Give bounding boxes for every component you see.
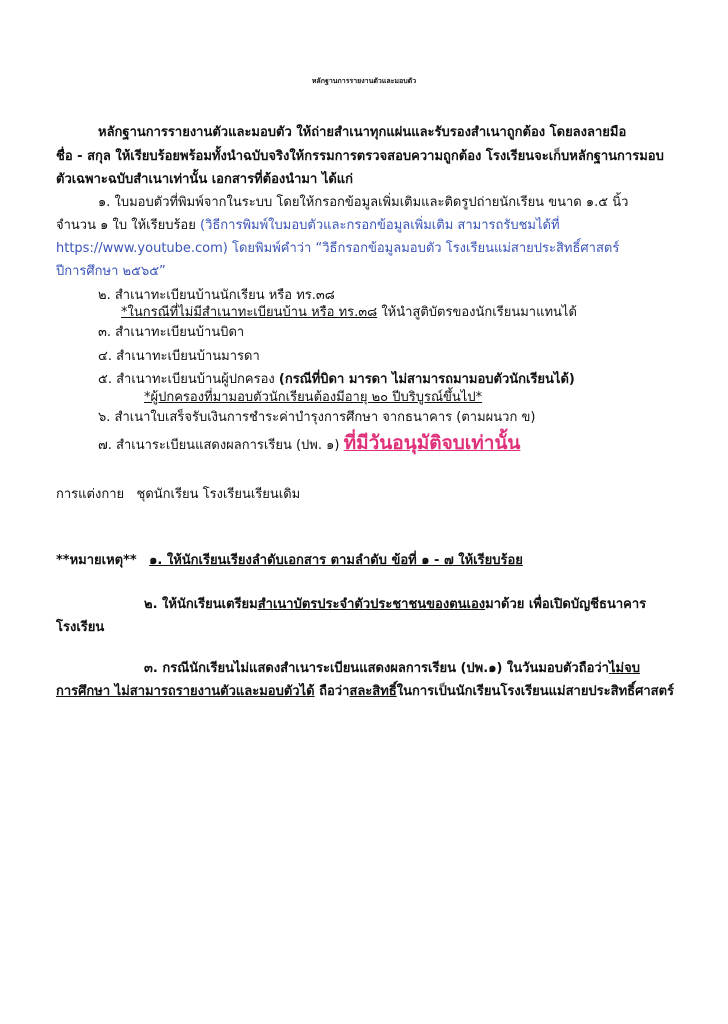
dress-label: การแต่งกาย [56, 487, 125, 502]
dress-code [56, 486, 300, 504]
remark-3-not-graduate: ไม่จบ [608, 661, 640, 676]
remark-3-cannot-report: การศึกษา ไม่สามารถรายงานตัวและมอบตัวได้ [56, 684, 315, 699]
item-2: ๒. สำเนาทะเบียนบ้านนักเรียน หรือ ทร.๓๘ [98, 288, 335, 303]
item-5-note: *ผู้ปกครองที่มามอบตัวนักเรียนต้องมีอายุ ๒๐ ปีบริบูรณ์ขึ้นไป* [144, 390, 483, 405]
item-1-youtube-link[interactable]: https://www.youtube.com) โดยพิมพ์คำว่า “วิธีกรอกข้อมูลมอบตัว โรงเรียนแม่สายประสิทธิ์ศาสตร์ [56, 241, 620, 256]
remark-2-a: ๒. ให้นักเรียนเตรียม [144, 597, 258, 612]
item-1-text: จำนวน ๑ ใบ ให้เรียบร้อย [56, 218, 196, 233]
remark-3 [144, 660, 640, 678]
item-5-condition: (กรณีที่บิดา มารดา ไม่สามารถมามอบตัวนักเรียนได้) [278, 372, 575, 387]
page-title: หลักฐานการรายงานตัวและมอบตัว [311, 77, 417, 85]
item-5-text: ๕. สำเนาทะเบียนบ้านผู้ปกครอง [98, 372, 275, 387]
item-7 [98, 434, 520, 455]
dress-value: ชุดนักเรียน โรงเรียนเรียนเดิม [136, 487, 301, 502]
item-2-note [121, 304, 577, 322]
remark-3-rest: ในการเป็นนักเรียนโรงเรียนแม่สายประสิทธิ์ศาสตร์ [396, 684, 674, 699]
remark-1: ๑. ให้นักเรียนเรียงลำดับเอกสาร ตามลำดับ ข้อที่ ๑ - ๗ ให้เรียบร้อย [149, 553, 523, 568]
item-7-highlight: ที่มีวันอนุมัติจบเท่านั้น [343, 432, 521, 454]
item-1-line-2 [56, 217, 560, 235]
item-3: ๓. สำเนาทะเบียนบ้านบิดา [98, 325, 245, 340]
remark-3-line-2 [56, 683, 674, 701]
item-2-note-underlined: *ในกรณีที่ไม่มีสำเนาทะเบียนบ้าน หรือ ทร.๓๘ [121, 305, 378, 320]
intro-line-3: ตัวเฉพาะฉบับสำเนาเท่านั้น เอกสารที่ต้องนำมา ได้แก่ [56, 172, 354, 187]
item-4: ๔. สำเนาทะเบียนบ้านมารดา [98, 349, 260, 364]
item-1-line-1: ๑. ใบมอบตัวที่พิมพ์จากในระบบ โดยให้กรอกข้อมูลเพิ่มเติมและติดรูปถ่ายนักเรียน ขนาด ๑.๕ นิ้ว [98, 195, 629, 210]
remarks-label: **หมายเหตุ** [56, 553, 137, 568]
item-6: ๖. สำเนาใบเสร็จรับเงินการชำระค่าบำรุงการศึกษา จากธนาคาร (ตามผนวก ข) [98, 410, 536, 425]
remark-3-a: ๓. กรณีนักเรียนไม่แสดงสำเนาระเบียนแสดงผลการเรียน (ปพ.๑) ในวันมอบตัวถือว่า [144, 661, 609, 676]
remark-3-considered: ถือว่า [319, 684, 350, 699]
item-7-text: ๗. สำเนาระเบียนแสดงผลการเรียน (ปพ. ๑) [98, 438, 340, 453]
remark-2-line-2: โรงเรียน [56, 620, 105, 635]
item-5 [98, 371, 575, 389]
remark-3-forfeit: สละสิทธิ์ [349, 684, 397, 699]
item-2-note-rest: ให้นำสูติบัตรของนักเรียนมาแทนได้ [381, 305, 577, 320]
remark-2-c: มาด้วย เพื่อเปิดบัญชีธนาคาร [485, 597, 647, 612]
remark-2 [144, 596, 646, 614]
intro-line-1: หลักฐานการรายงานตัวและมอบตัว ให้ถ่ายสำเนาทุกแผ่นและรับรองสำเนาถูกต้อง โดยลงลายมือ [98, 125, 627, 140]
remark-2-id-card: สำเนาบัตรประจำตัวประชาชนของตนเอง [257, 597, 486, 612]
intro-line-2: ชื่อ - สกุล ให้เรียบร้อยพร้อมทั้งนำฉบับจริงให้กรรมการตรวจสอบความถูกต้อง โรงเรียนจะเก็บหลักฐานการมอบ [56, 149, 664, 164]
item-1-line-4: ปีการศึกษา ๒๕๖๕” [56, 264, 166, 279]
item-1-video-hint: (วิธีการพิมพ์ใบมอบตัวและกรอกข้อมูลเพิ่มเติม สามารถรับชมได้ที่ [200, 218, 560, 233]
remark-1-row [56, 552, 523, 570]
